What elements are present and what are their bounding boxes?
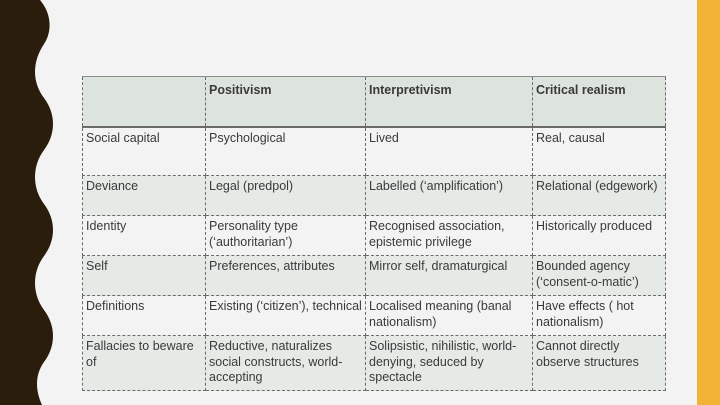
table-cell: Localised meaning (banal nationalism) [366,296,533,336]
comparison-table [82,76,666,391]
row-label-cell: Self [83,256,206,296]
table-cell: Existing (‘citizen’), technical [206,296,366,336]
table-row [83,296,666,336]
table-cell: Have effects ( hot nationalism) [533,296,666,336]
wavy-left-decoration [0,0,60,405]
table-row [83,256,666,296]
table-cell: Psychological [206,127,366,176]
table-row [83,216,666,256]
table-row [83,127,666,176]
table-cell: Recognised association, epistemic privilege [366,216,533,256]
row-label-cell: Deviance [83,176,206,216]
table-cell: Legal (predpol) [206,176,366,216]
row-label-cell: Identity [83,216,206,256]
table-cell: Cannot directly observe structures [533,336,666,391]
header-cell: Critical realism [533,77,666,127]
table-cell: Reductive, naturalizes social constructs, world-accepting [206,336,366,391]
header-cell [83,77,206,127]
right-accent-bar [697,0,720,405]
table-cell: Historically produced [533,216,666,256]
table-header-row [83,77,666,127]
table-cell: Relational (edgework) [533,176,666,216]
table-cell: Real, causal [533,127,666,176]
row-label-cell: Definitions [83,296,206,336]
header-cell: Interpretivism [366,77,533,127]
header-cell: Positivism [206,77,366,127]
row-label-cell: Social capital [83,127,206,176]
table-cell: Solipsistic, nihilistic, world-denying, seduced by spectacle [366,336,533,391]
table-cell: Labelled (‘amplification’) [366,176,533,216]
table-cell: Personality type (‘authoritarian’) [206,216,366,256]
table-row [83,336,666,391]
table-cell: Bounded agency (‘consent-o-matic’) [533,256,666,296]
row-label-cell: Fallacies to beware of [83,336,206,391]
table-cell: Lived [366,127,533,176]
table-row [83,176,666,216]
table-cell: Preferences, attributes [206,256,366,296]
table-cell: Mirror self, dramaturgical [366,256,533,296]
